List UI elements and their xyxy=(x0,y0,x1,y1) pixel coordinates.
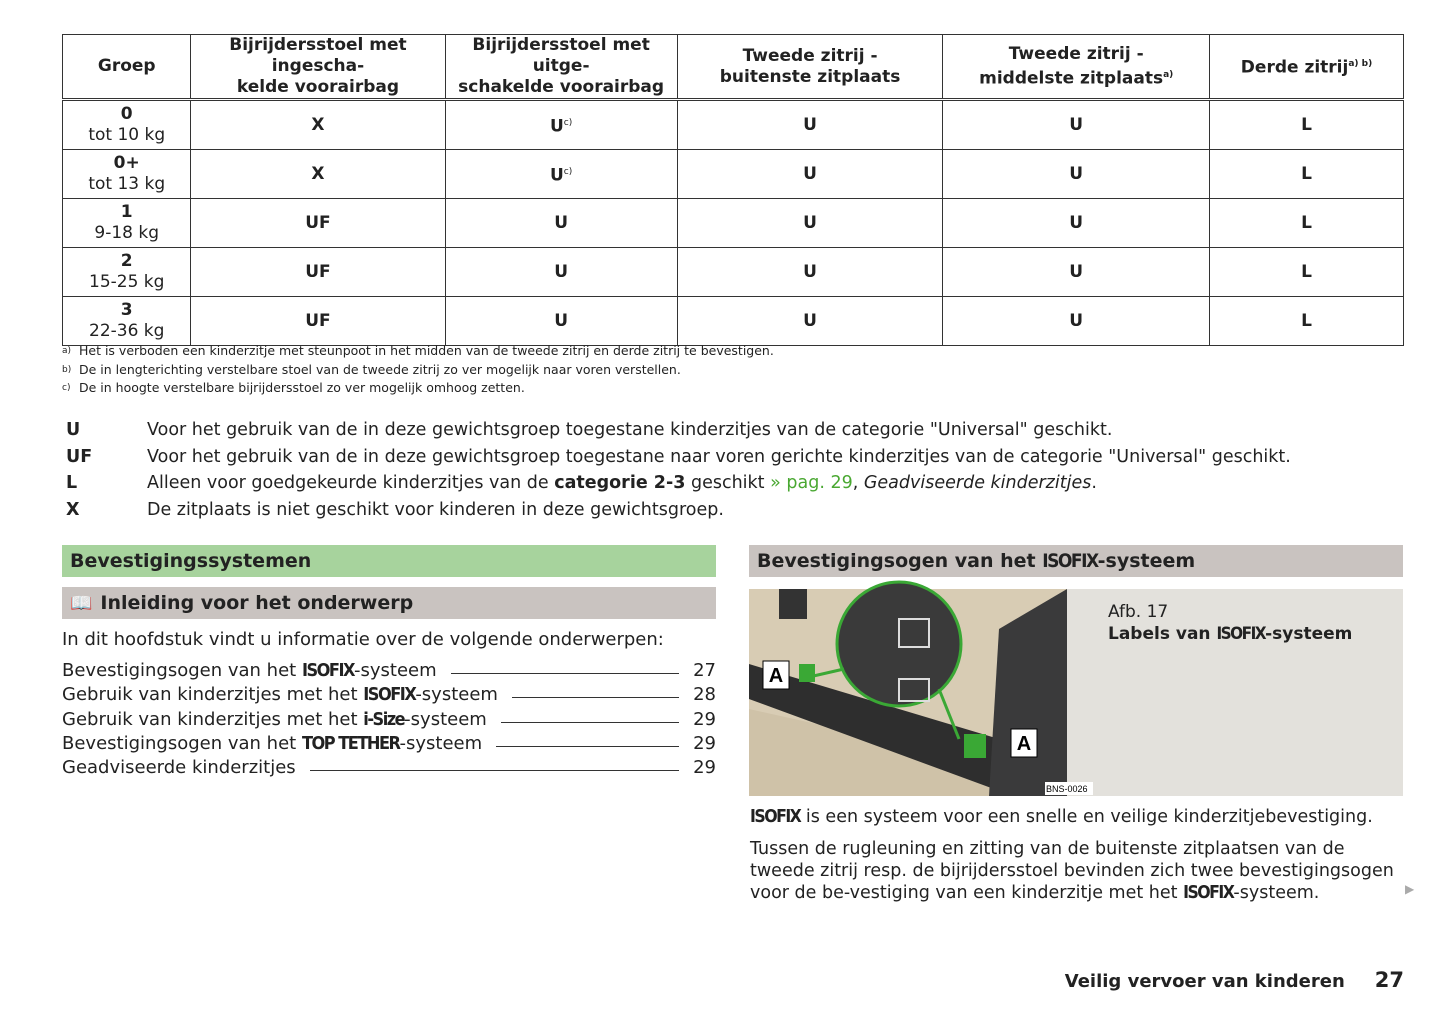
footnotes xyxy=(62,342,774,398)
toc-entry[interactable]: Bevestigingsogen van het ISOFIX-systeem 27 xyxy=(62,660,716,681)
page-link[interactable]: » pag. 29 xyxy=(770,473,853,494)
table-cell: X xyxy=(191,150,445,199)
column-header: Derde zitrij$^{a) b)}$ xyxy=(1210,35,1404,100)
table-cell: UF xyxy=(191,199,445,248)
isofix-seat-illustration xyxy=(749,589,1088,796)
label-a: A xyxy=(768,665,784,687)
table-cell: U xyxy=(943,150,1210,199)
p2-post: -systeem. xyxy=(1233,883,1320,903)
right-section-title xyxy=(749,545,1403,577)
paragraph-1 xyxy=(750,806,1400,828)
table-row xyxy=(63,150,1404,199)
column-header: Tweede zitrij - middelste zitplaats$^{a)}$ xyxy=(943,35,1210,100)
table-cell: U xyxy=(445,297,677,346)
book-icon: 📖 xyxy=(70,593,93,614)
isofix-brand: ISOFIX xyxy=(1183,883,1234,903)
intro-text: In dit hoofdstuk vindt u informatie over de volgende onderwerpen: xyxy=(62,629,664,650)
p1-text: is een systeem voor een snelle en veilige kinderzitjebevestiging. xyxy=(800,807,1373,827)
group-cell: 0 tot 10 kg xyxy=(63,100,191,150)
figure-code: BNS-0026 xyxy=(1046,784,1088,794)
chapter-title: Veilig vervoer van kinderen xyxy=(1064,971,1345,992)
legend-item: X De zitplaats is niet geschikt voor kinderen in deze gewichtsgroep. xyxy=(66,500,724,521)
column-header: Bijrijdersstoel met uitge- schakelde voorairbag xyxy=(445,35,677,100)
legend-item: U Voor het gebruik van de in deze gewichtsgroep toegestane kinderzitjes van de categorie "Universal" geschikt. xyxy=(66,420,1113,440)
toc-entry[interactable]: Gebruik van kinderzitjes met het i-Size-systeem 29 xyxy=(62,708,716,730)
group-cell: 0+ tot 13 kg xyxy=(63,150,191,199)
toc-entry[interactable]: Bevestigingsogen van het TOP TETHER-systeem 29 xyxy=(62,732,716,754)
continue-arrow-icon: ▶ xyxy=(1405,882,1415,896)
table-cell: U xyxy=(677,248,943,297)
group-cell: 2 15-25 kg xyxy=(63,248,191,297)
table-cell: L xyxy=(1210,297,1404,346)
table-row xyxy=(63,297,1404,346)
table-cell: UF xyxy=(191,248,445,297)
table-cell: L xyxy=(1210,100,1404,150)
toc-entry[interactable]: Geadviseerde kinderzitjes 29 xyxy=(62,757,716,779)
table-cell: U xyxy=(943,199,1210,248)
caption-post: -systeem xyxy=(1265,624,1353,644)
page-footer xyxy=(1065,968,1404,992)
legend-item: UF Voor het gebruik van de in deze gewichtsgroep toegestane naar voren gerichte kinderzitjes van de categorie "Universal" geschikt. xyxy=(66,446,1291,467)
page-number: 27 xyxy=(1374,968,1404,992)
table-cell: U xyxy=(677,150,943,199)
isofix-brand: ISOFIX xyxy=(1216,624,1266,644)
group-cell: 3 22-36 kg xyxy=(63,297,191,346)
legend xyxy=(66,417,1291,524)
table-row xyxy=(63,248,1404,297)
footnote: c) De in hoogte verstelbare bijrijdersstoel zo ver mogelijk omhoog zetten. xyxy=(62,380,525,395)
figure-number: Afb. 17 xyxy=(1108,602,1169,622)
table-cell: UF xyxy=(191,297,445,346)
table-row xyxy=(63,199,1404,248)
label-a: A xyxy=(1016,733,1032,755)
table-cell: L xyxy=(1210,150,1404,199)
section-title: Bevestigingssystemen xyxy=(62,545,716,577)
toc-entry[interactable]: Gebruik van kinderzitjes met het ISOFIX-systeem 28 xyxy=(62,684,716,706)
table-cell: L xyxy=(1210,199,1404,248)
table-cell: $U^{c)}$ xyxy=(445,100,677,150)
table-cell: X xyxy=(191,100,445,150)
isofix-brand: ISOFIX xyxy=(750,807,801,827)
footnote: b) De in lengterichting verstelbare stoel van de tweede zitrij zo ver mogelijk naar voren verstellen. xyxy=(62,361,681,377)
table-of-contents xyxy=(62,660,716,781)
column-header: Bijrijdersstoel met ingescha- kelde voorairbag xyxy=(191,35,445,100)
table-cell: U xyxy=(677,297,943,346)
table-row xyxy=(63,100,1404,150)
table-cell: $U^{c)}$ xyxy=(445,150,677,199)
figure-caption xyxy=(1108,601,1352,645)
footnote: a) Het is verboden een kinderzitje met steunpoot in het midden van de tweede zitrij en derde zitrij te bevestigen. xyxy=(62,343,774,358)
table-cell: U xyxy=(677,100,943,150)
table-cell: U xyxy=(943,248,1210,297)
child-seat-table xyxy=(62,34,1404,346)
column-header: Tweede zitrij - buitenste zitplaats xyxy=(677,35,943,100)
caption-pre: Labels van xyxy=(1108,624,1217,644)
legend-item: L Alleen voor goedgekeurde kinderzitjes van de categorie 2-3 geschikt » pag. 29, Geadviseerde kinderzitjes. xyxy=(66,473,1097,494)
table-cell: U xyxy=(445,199,677,248)
subsection-title xyxy=(62,587,716,619)
isofix-brand: ISOFIX xyxy=(1042,550,1098,572)
column-header: Groep xyxy=(63,35,191,100)
title-post: -systeem xyxy=(1097,550,1196,572)
table-cell: U xyxy=(445,248,677,297)
table-cell: U xyxy=(943,100,1210,150)
p2-text: Tussen de rugleuning en zitting van de buitenste zitplaatsen van de tweede zitrij resp. de bijrijdersstoel bevinden zich twee bevestigingsogen voor de be-vestiging van een kinderzitje met het xyxy=(750,839,1394,903)
table-cell: U xyxy=(943,297,1210,346)
title-pre: Bevestigingsogen van het xyxy=(757,550,1043,572)
group-cell: 1 9-18 kg xyxy=(63,199,191,248)
subsection-title-text: Inleiding voor het onderwerp xyxy=(100,592,414,614)
table-cell: U xyxy=(677,199,943,248)
table-cell: L xyxy=(1210,248,1404,297)
paragraph-2 xyxy=(750,838,1400,904)
